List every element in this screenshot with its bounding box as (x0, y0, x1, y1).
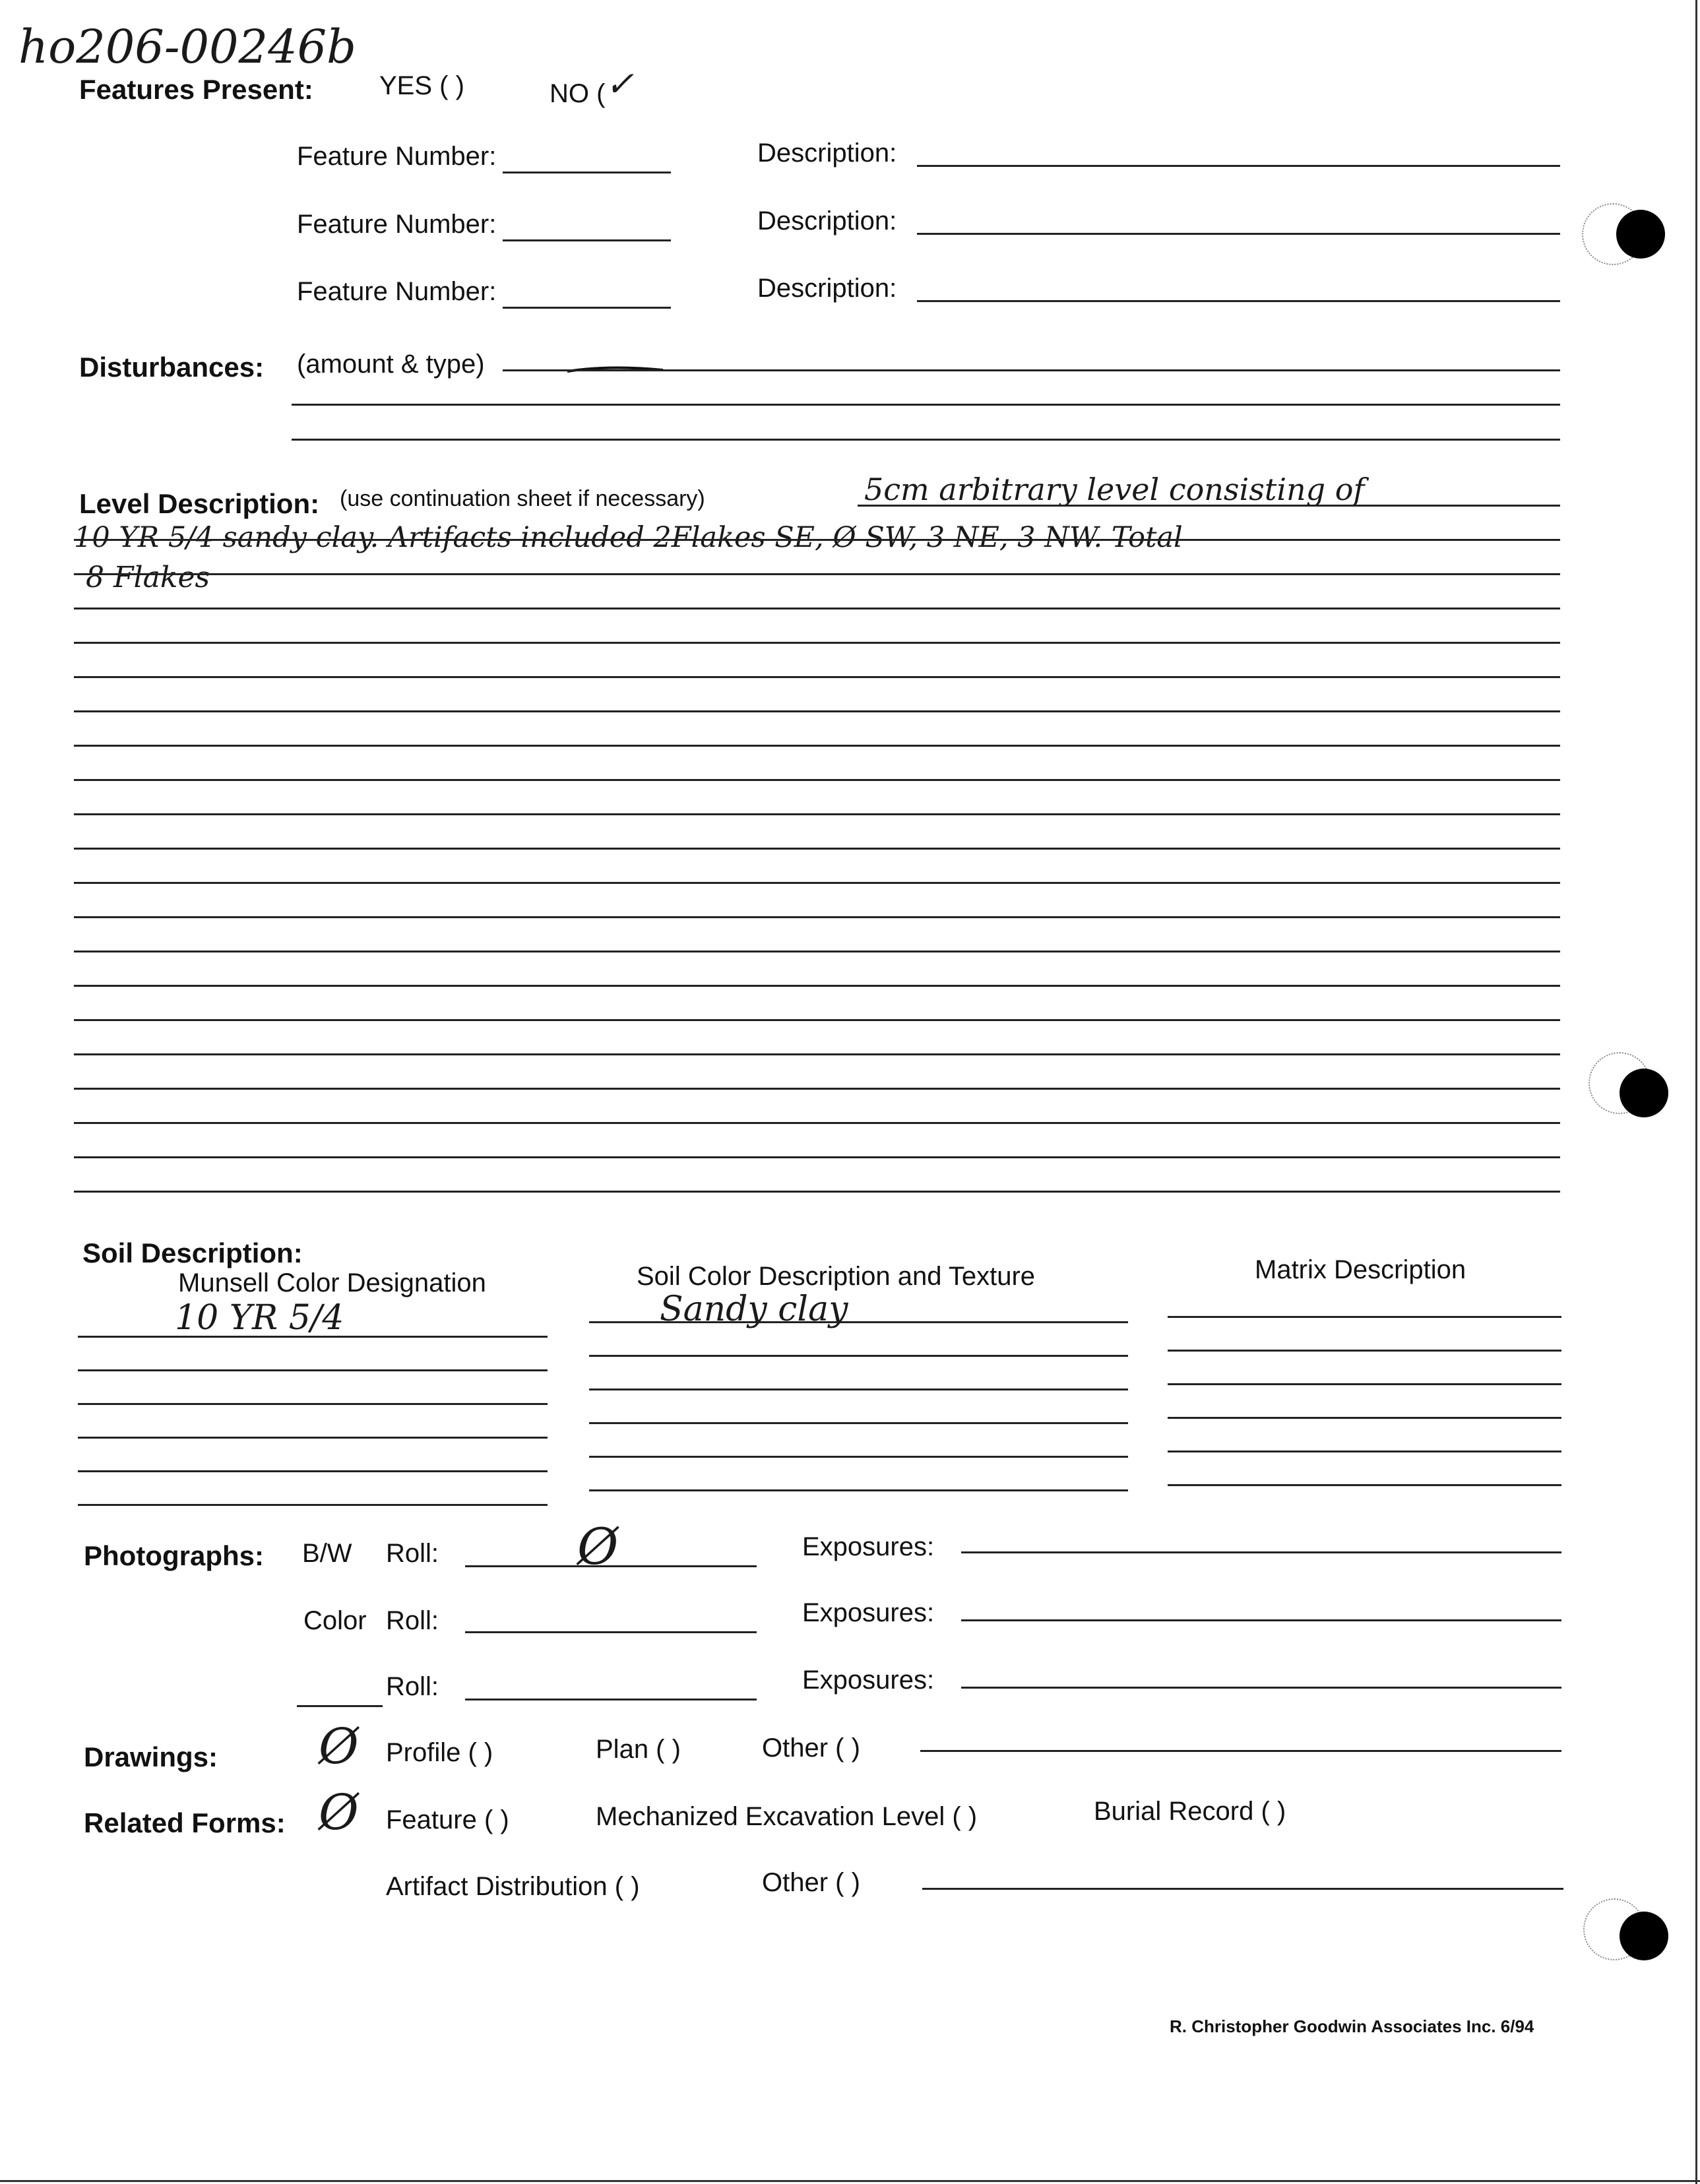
level-ruled-line (74, 1088, 1560, 1090)
level-handwritten-line-2: 10 YR 5/4 sandy clay. Artifacts included 2Flakes SE, Ø SW, 3 NE, 3 NW. Total (74, 521, 1183, 554)
level-ruled-line (74, 985, 1560, 987)
photo-roll-line-1 (465, 1565, 757, 1567)
soil-ruled-line (589, 1456, 1128, 1458)
feature-number-label-2: Feature Number: (297, 210, 497, 239)
photo-roll-line-2 (465, 1631, 757, 1633)
punch-hole-middle (1620, 1069, 1668, 1117)
disturbances-sub-label: (amount & type) (297, 350, 485, 379)
level-ruled-line (74, 642, 1560, 644)
description-line-3 (917, 300, 1560, 302)
level-ruled-line (74, 608, 1560, 609)
soil-ruled-line (1168, 1451, 1561, 1452)
photo-roll-label-1: Roll: (386, 1539, 439, 1568)
level-ruled-line (74, 1156, 1560, 1158)
level-ruled-line (74, 916, 1560, 918)
soil-ruled-line (1168, 1484, 1561, 1486)
footer-credit: R. Christopher Goodwin Associates Inc. 6/94 (1170, 2016, 1534, 2036)
description-label-3: Description: (757, 274, 897, 303)
features-yes: YES ( ) (379, 71, 464, 100)
description-label-2: Description: (757, 206, 897, 235)
level-ruled-line (858, 505, 1560, 507)
level-ruled-line (74, 951, 1560, 952)
page-border-bottom (0, 2180, 1700, 2182)
matrix-header: Matrix Description (1255, 1255, 1466, 1284)
features-no (550, 65, 635, 111)
level-ruled-line (74, 848, 1560, 850)
photo-bw-label: B/W (302, 1539, 352, 1568)
soil-ruled-line (1168, 1383, 1561, 1385)
level-handwritten-line-1: 5cm arbitrary level consisting of (864, 472, 1365, 507)
soil-ruled-line (589, 1321, 1128, 1323)
disturbances-line-1 (503, 369, 1560, 371)
related-other: Other ( ) (762, 1868, 860, 1897)
page-border-right (1695, 0, 1697, 2184)
header-code: ho206-00246b (18, 20, 356, 74)
soil-ruled-line (78, 1369, 548, 1371)
soil-ruled-line (589, 1388, 1128, 1390)
drawings-profile: Profile ( ) (386, 1738, 493, 1767)
related-mechanized: Mechanized Excavation Level ( ) (596, 1802, 978, 1831)
munsell-value: 10 YR 5/4 (175, 1298, 344, 1338)
level-ruled-line (74, 1122, 1560, 1124)
punch-hole-top (1616, 210, 1665, 259)
level-ruled-line (74, 676, 1560, 678)
soil-ruled-line (78, 1336, 548, 1338)
related-forms-mark: Ø (319, 1784, 359, 1841)
photo-exposures-line-3 (961, 1687, 1561, 1689)
level-ruled-line (74, 1053, 1560, 1055)
texture-header: Soil Color Description and Texture (637, 1262, 1036, 1291)
photo-exposures-line-2 (961, 1619, 1561, 1621)
punch-hole-bottom (1620, 1912, 1668, 1960)
soil-ruled-line (589, 1422, 1128, 1424)
photo-type-blank-line (297, 1705, 383, 1707)
photo-exposures-label-3: Exposures: (802, 1666, 935, 1695)
description-label-1: Description: (757, 139, 897, 168)
level-handwritten-line-3: 8 Flakes (86, 561, 210, 594)
soil-ruled-line (78, 1470, 548, 1472)
level-ruled-line (74, 779, 1560, 781)
photo-color-label: Color (303, 1606, 367, 1635)
texture-value: Sandy clay (660, 1290, 848, 1329)
related-artifact: Artifact Distribution ( ) (386, 1872, 640, 1901)
soil-ruled-line (1168, 1417, 1561, 1419)
soil-description-label: Soil Description: (82, 1237, 303, 1268)
munsell-header: Munsell Color Designation (178, 1268, 486, 1297)
drawings-other-line (920, 1750, 1561, 1752)
features-no-label: NO ( (550, 79, 606, 108)
photo-exposures-line-1 (961, 1551, 1561, 1553)
level-ruled-line (74, 813, 1560, 815)
drawings-label: Drawings: (84, 1741, 218, 1772)
level-ruled-line (74, 710, 1560, 712)
description-line-2 (917, 233, 1560, 235)
soil-ruled-line (589, 1489, 1128, 1491)
description-line-1 (917, 165, 1560, 167)
related-feature: Feature ( ) (386, 1805, 509, 1834)
photographs-label: Photographs: (84, 1540, 264, 1571)
disturbances-line-3 (292, 439, 1560, 441)
features-no-check-mark: ✓ (605, 65, 635, 104)
soil-ruled-line (1168, 1316, 1561, 1318)
related-forms-label: Related Forms: (84, 1807, 286, 1838)
level-ruled-line (74, 1191, 1560, 1193)
level-ruled-line (74, 1019, 1560, 1021)
related-burial: Burial Record ( ) (1094, 1797, 1286, 1826)
drawings-mark: Ø (319, 1718, 359, 1775)
level-ruled-line (74, 745, 1560, 747)
photo-roll-line-3 (465, 1699, 757, 1700)
disturbances-label: Disturbances: (79, 352, 265, 383)
soil-ruled-line (1168, 1350, 1561, 1352)
drawings-plan: Plan ( ) (596, 1735, 681, 1764)
disturbances-line-2 (292, 404, 1560, 406)
photo-roll-label-2: Roll: (386, 1606, 439, 1635)
level-ruled-line (74, 882, 1560, 884)
photo-bw-roll-value: Ø (577, 1517, 619, 1576)
soil-ruled-line (78, 1504, 548, 1506)
soil-ruled-line (78, 1437, 548, 1439)
photo-exposures-label-1: Exposures: (802, 1532, 935, 1561)
level-ruled-line (74, 573, 1560, 575)
related-other-line (922, 1888, 1563, 1890)
photo-exposures-label-2: Exposures: (802, 1598, 935, 1627)
feature-number-line-1 (503, 172, 671, 173)
soil-ruled-line (78, 1403, 548, 1405)
feature-number-label-3: Feature Number: (297, 277, 497, 306)
level-description-sub-label: (use continuation sheet if necessary) (340, 486, 705, 511)
level-ruled-line (74, 539, 1560, 541)
features-present-label: Features Present: (79, 74, 313, 105)
photo-roll-label-3: Roll: (386, 1672, 439, 1701)
feature-number-line-2 (503, 239, 671, 241)
soil-ruled-line (589, 1355, 1128, 1357)
drawings-other: Other ( ) (762, 1733, 860, 1763)
level-description-label: Level Description: (79, 488, 320, 519)
feature-number-line-3 (503, 307, 671, 309)
feature-number-label-1: Feature Number: (297, 142, 497, 171)
